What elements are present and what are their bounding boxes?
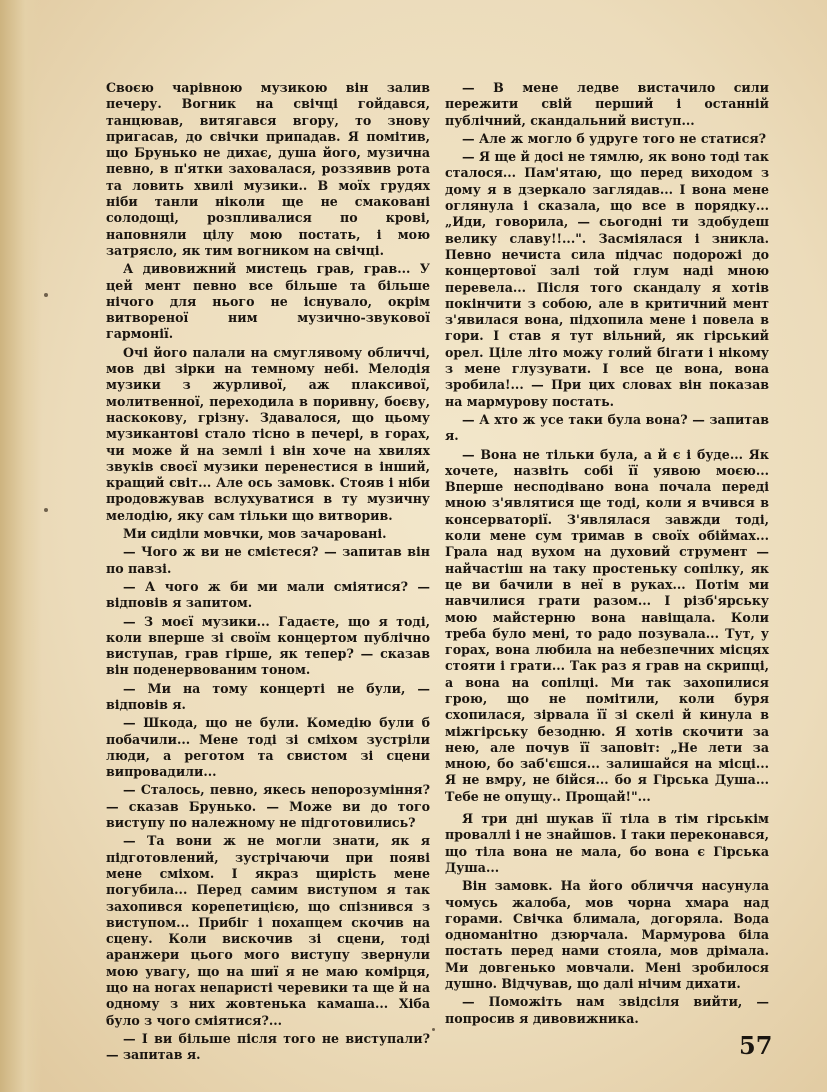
paragraph: — Сталось, певно, якесь непорозуміння? — сказав Брунько. — Може ви до того виступу по належному не підготовились? — [106, 782, 430, 831]
paragraph: — Вона не тільки була, а й є і буде... Як хочете, назвіть собі її уявою моєю... Вперше несподівано вона почала переді мною з'являтися ще тоді, коли я вчився в консерваторії. З'являлася завжди тоді, коли мене сум тримав в своїх обіймах... Грала над вухом на духовий струмент — найчастіш на таку простеньку сопілку, як це ви бачили в неї в руках... Потім ми навчилися грати разом... І різб'ярську мою майстерню вона навіщала. Коли треба було мені, то радо позувала... Тут, у горах, вона любила на небезпечних місцях стояти і грати... Так раз я грав на скрипці, а вона на сопілці. Ми так захопилися грою, що не помітили, коли буря схопилася, зірвала її зі скелі й кинула в міжгірську безодню. Я хотів скочити за нею, але почув її заповіт: „Не лети за мною, бо заб'єшся... залишайся на місці... Я не вмру, не бійся... бо я Гірська Душа... Тебе не опущу.. Прощай!"... — [445, 446, 769, 804]
paragraph: Очі його палали на смуглявому обличчі, мов дві зірки на темному небі. Мелодія музики з журливої, аж плаксивої, молитвенної, переходила в поривну, боєву, наскокову, грізну. Здавалося, що цьому музикантові стало тісно в печері, в горах, чи може й на землі і він хоче на хвилях звуків своєї музики перенестися в інший, кращий світ... Але ось замовк. Стояв і ніби продовжував вслухуватися в ту музичну мелодію, яку сам тільки що витворив. — [106, 344, 430, 523]
paragraph: Я три дні шукав її тіла в тім гірськім проваллі і не знайшов. І таки переконався, що тіла вона не мала, бо вона є Гірська Душа... — [445, 811, 769, 875]
paper-speck — [44, 508, 48, 512]
paragraph: — З моєї музики... Гадаєте, що я тоді, коли вперше зі своїм концертом публічно виступав, грав гірше, як тепер? — сказав він поденервованим тоном. — [106, 613, 430, 678]
paragraph: — Я ще й досі не тямлю, як воно тоді так сталося... Пам'ятаю, що перед виходом з дому я в дзеркало заглядав... І вона мене оглянула і сказала, що все в порядку... „Иди, говорила, — сьогодні ти здобудеш велику славу!!...". Засміялася і зникла. Певно нечиста сила підчас подорожі до концертової залі той глум наді мною перевела... Після того скандалу я хотів покінчити з собою, але в критичний мент з'явилася вона, підхопила мене і повела в гори. І став я тут вільний, як гірський орел. Ціле літо можу голий бігати і нікому з мене глузувати. І все це вона, вона зробила!... — При цих словах він показав на мармурову постать. — [445, 149, 769, 409]
paragraph: — А хто ж усе таки була вона? — запитав я. — [445, 411, 769, 444]
paragraph: — А чого ж би ми мали сміятися? — відповів я запитом. — [106, 578, 430, 611]
right-text-column — [445, 80, 769, 1029]
paragraph: — І ви більше після того не виступали? — запитав я. — [106, 1030, 430, 1063]
paragraph: — Ми на тому концерті не були, — відповів я. — [106, 680, 430, 712]
paragraph: Своєю чарівною музикою він залив печеру. Вогник на свічці гойдався, танцював, витягався вгору, то знову пригасав, до свічки припадав. Я помітив, що Брунько не дихає, душа його, музична певно, в п'ятки заховалася, роззявив рота та ловить хвилі музики.. В моїх грудях ніби танли ніколи ще не смаковані солодощі, розпливалися по крові, наповняли цілу мою постать, і мою затрясло, як тим вогником на свічці. — [106, 80, 430, 258]
paragraph: — Поможіть нам звідсіля вийти, — попросив я дивовижника. — [445, 994, 769, 1026]
paragraph: Він замовк. На його обличчя насунула чомусь жалоба, мов чорна хмара над горами. Свічка блимала, догоряла. Вода одноманітно дзюрчала. Мармурова біла постать перед нами стояла, мов дрімала. Ми довгенько мовчали. Мені зробилося душно. Відчував, що далі нічим дихати. — [445, 878, 769, 992]
paragraph: — Шкода, що не були. Комедію були б побачили... Мене тоді зі сміхом зустріли люди, а реготом та свистом зі сцени випровадили... — [106, 715, 430, 780]
paper-speck — [432, 1028, 435, 1031]
paragraph: — Чого ж ви не смієтеся? — запитав він по павзі. — [106, 544, 430, 576]
paragraph: А дивовижний мистець грав, грав... У цей мент певно все більше та більше нічого для нього не існувало, окрім витвореної ним музично-звукової гармонії. — [106, 261, 430, 342]
paragraph: — Та вони ж не могли знати, як я підготовлений, зустрічаючи при появі мене сміхом. І якраз щирість мене погубила... Перед самим виступом я так захопився корепетицією, що спізнився з виступом... Прибіг і похапцем скочив на сцену. Коли вискочив зі сцени, тоді аранжери цього мого виступу звернули мою увагу, що на шиї я не маю комірця, що на ногах непаристі черевики та ще й на одному з них жовтенька камаша... Хіба було з чого сміятися?... — [106, 833, 430, 1028]
paragraph: — Але ж могло б удруге того не статися? — [462, 130, 767, 146]
paper-speck — [44, 293, 48, 297]
paragraph: — В мене ледве вистачило сили пережити свій перший і останній публічний, скандальний виступ... — [445, 80, 769, 128]
page-edge-shadow — [0, 0, 42, 1092]
page-number: 57 — [739, 1031, 773, 1060]
paragraph: Ми сиділи мовчки, мов зачаровані. — [123, 526, 387, 542]
left-text-column — [106, 80, 430, 1066]
